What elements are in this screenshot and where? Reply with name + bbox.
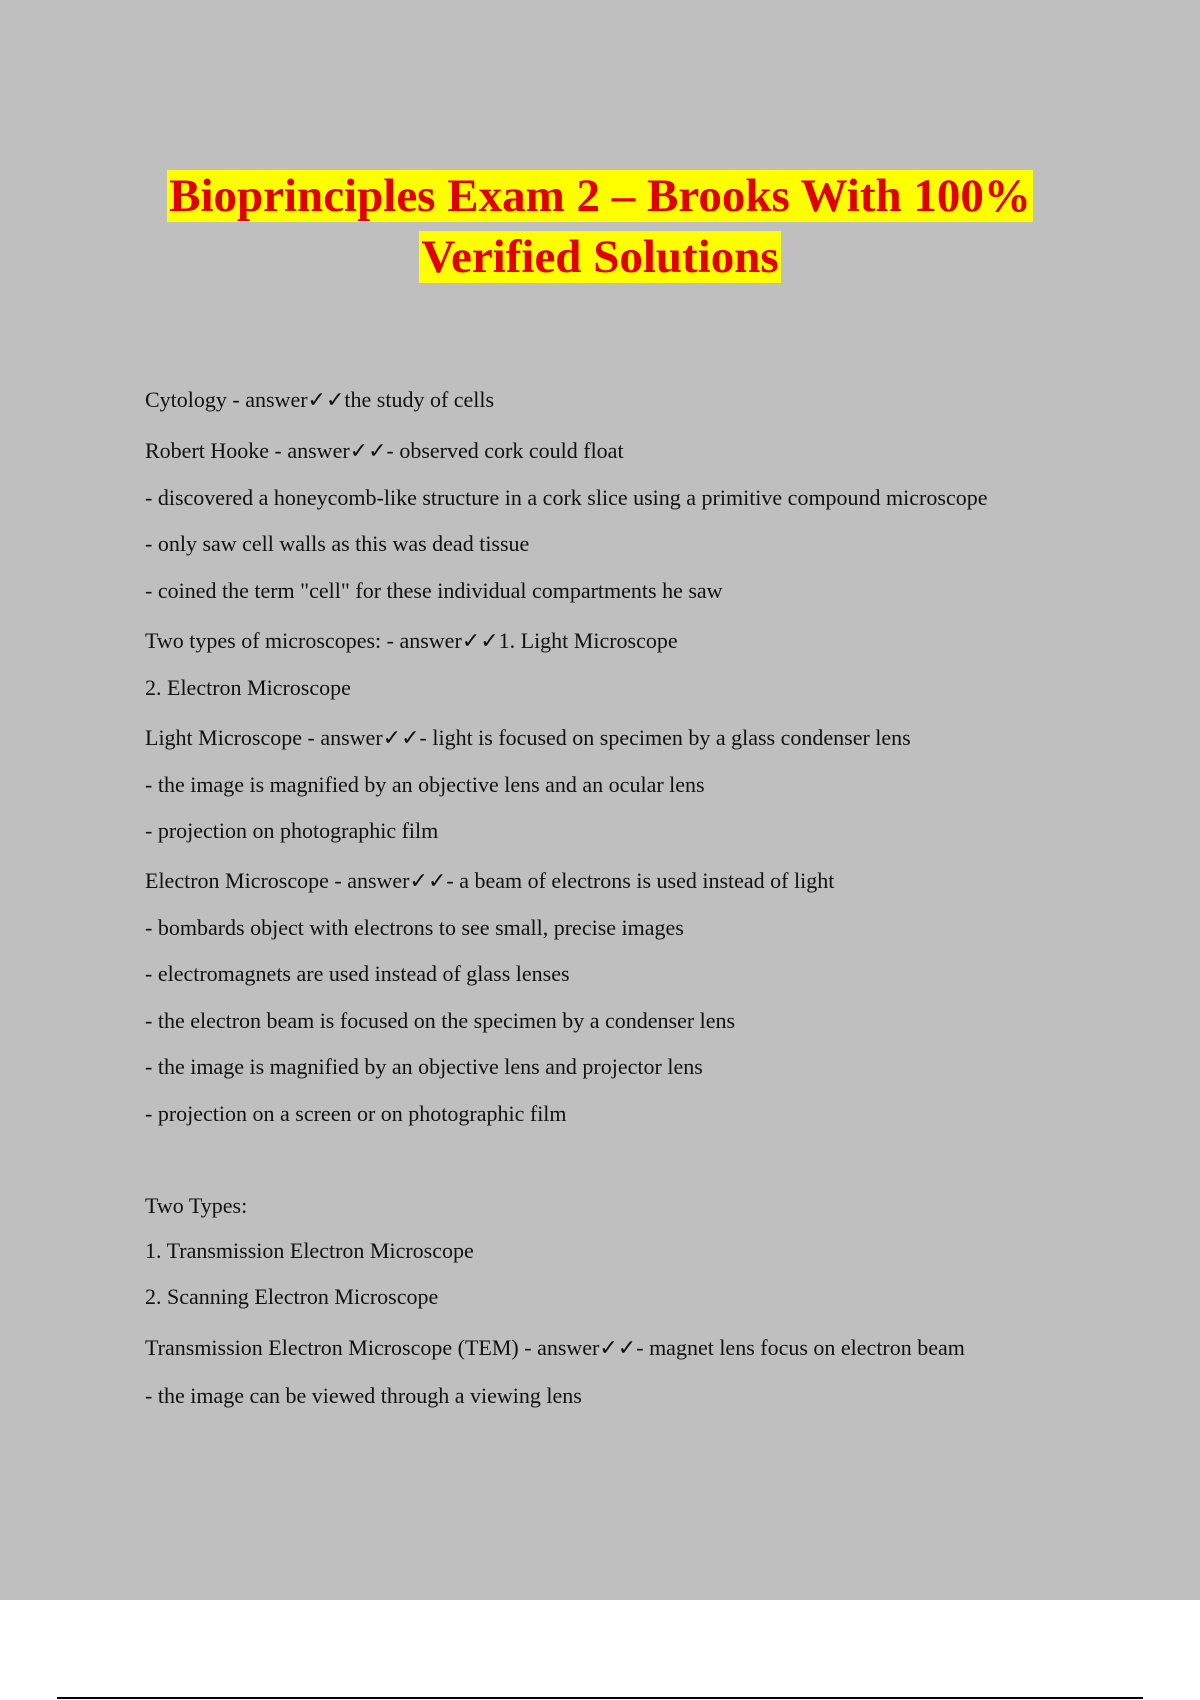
text-line: Robert Hooke - answer✓✓- observed cork could float [145, 438, 624, 463]
text-line: Two Types: [145, 1193, 248, 1218]
text-line: 2. Scanning Electron Microscope [145, 1284, 439, 1309]
text-line: Light Microscope - answer✓✓- light is focused on specimen by a glass condenser lens [145, 725, 911, 750]
title-line-1: Bioprinciples Exam 2 – Brooks With 100% [169, 170, 1031, 222]
title-line-2: Verified Solutions [421, 231, 779, 283]
text-line: - bombards object with electrons to see small, precise images [145, 915, 684, 940]
page-title [0, 166, 1200, 288]
text-line: - the image is magnified by an objective lens and projector lens [145, 1054, 703, 1079]
text-line: Transmission Electron Microscope (TEM) - answer✓✓- magnet lens focus on electron beam [145, 1335, 965, 1360]
text-line: Two types of microscopes: - answer✓✓1. Light Microscope [145, 628, 678, 653]
text-line: - coined the term "cell" for these individual compartments he saw [145, 578, 723, 603]
text-line: - electromagnets are used instead of glass lenses [145, 961, 570, 986]
text-line: - projection on photographic film [145, 818, 439, 843]
text-line: 1. Transmission Electron Microscope [145, 1238, 474, 1263]
text-line: Cytology - answer✓✓the study of cells [145, 387, 495, 412]
text-line: - discovered a honeycomb-like structure in a cork slice using a primitive compound microscope [145, 485, 988, 510]
text-line: - only saw cell walls as this was dead tissue [145, 531, 530, 556]
text-line: 2. Electron Microscope [145, 675, 351, 700]
text-line: - projection on a screen or on photographic film [145, 1101, 567, 1126]
text-line: - the image can be viewed through a viewing lens [145, 1383, 582, 1408]
text-line: Electron Microscope - answer✓✓- a beam of electrons is used instead of light [145, 868, 835, 893]
text-line: - the image is magnified by an objective lens and an ocular lens [145, 772, 705, 797]
page-divider [57, 1697, 1143, 1699]
text-line: - the electron beam is focused on the specimen by a condenser lens [145, 1008, 736, 1033]
